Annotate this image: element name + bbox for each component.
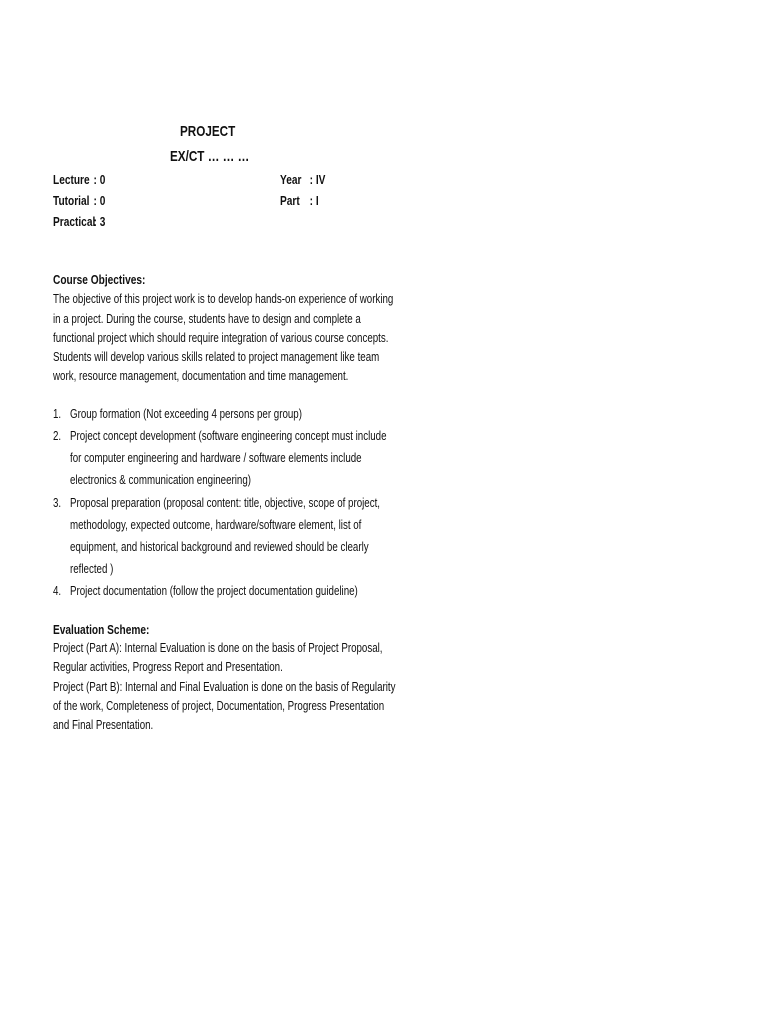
evaluation-line: of the work, Completeness of project, Documentation, Progress Presentation: [53, 699, 385, 713]
list-item-line: methodology, expected outcome, hardware/software element, list of: [70, 518, 362, 532]
practical-value: : 3: [93, 214, 106, 229]
meta-part: [280, 193, 330, 208]
list-item-line: reflected ): [70, 562, 114, 576]
list-item-line: electronics & communication engineering): [70, 473, 252, 487]
list-item-number: 4.: [53, 584, 62, 598]
objectives-line: work, resource management, documentation and time management.: [53, 369, 349, 383]
evaluation-heading-text: Evaluation Scheme:: [53, 622, 150, 637]
objectives-line: functional project which should require integration of various course concepts.: [53, 331, 389, 345]
list-item-number: 2.: [53, 429, 62, 443]
lecture-value: : 0: [93, 172, 106, 187]
list-item-line: equipment, and historical background and reviewed should be clearly: [70, 540, 369, 554]
tutorial-label: Tutorial: [53, 193, 90, 208]
page-title: [180, 123, 251, 140]
objectives-line: Students will develop various skills related to project management like team: [53, 350, 380, 364]
part-value: : I: [309, 193, 319, 208]
list-item: Project documentation (follow the project documentation guideline): [70, 584, 358, 598]
evaluation-line: Regular activities, Progress Report and Presentation.: [53, 660, 283, 674]
page-title-text: PROJECT: [180, 123, 236, 140]
objectives-line: in a project. During the course, students have to design and complete a: [53, 312, 361, 326]
practical-label: Practical: [53, 214, 96, 229]
objectives-heading: [53, 272, 172, 287]
objectives-line: The objective of this project work is to develop hands-on experience of working: [53, 292, 394, 306]
tutorial-value: : 0: [93, 193, 106, 208]
list-item: Proposal preparation (proposal content: title, objective, scope of project,: [70, 496, 381, 510]
list-item-number: 1.: [53, 407, 62, 421]
meta-tutorial: [53, 193, 120, 208]
list-item: Project concept development (software engineering concept must include: [70, 429, 387, 443]
meta-lecture: [53, 172, 120, 187]
objectives-heading-text: Course Objectives:: [53, 272, 146, 287]
list-item-line: for computer engineering and hardware / software elements include: [70, 451, 362, 465]
meta-practical: [53, 214, 120, 229]
year-label: Year: [280, 172, 302, 187]
evaluation-heading: [53, 622, 177, 637]
course-code-text: EX/CT … … …: [170, 148, 250, 165]
list-item-number: 3.: [53, 496, 62, 510]
evaluation-line: and Final Presentation.: [53, 718, 154, 732]
course-code: [170, 148, 272, 165]
lecture-label: Lecture: [53, 172, 90, 187]
meta-year: [280, 172, 338, 187]
year-value: : IV: [309, 172, 326, 187]
evaluation-line: Project (Part A): Internal Evaluation is done on the basis of Project Proposal,: [53, 641, 383, 655]
list-item: Group formation (Not exceeding 4 persons per group): [70, 407, 302, 421]
evaluation-line: Project (Part B): Internal and Final Evaluation is done on the basis of Regularity: [53, 680, 396, 694]
part-label: Part: [280, 193, 300, 208]
